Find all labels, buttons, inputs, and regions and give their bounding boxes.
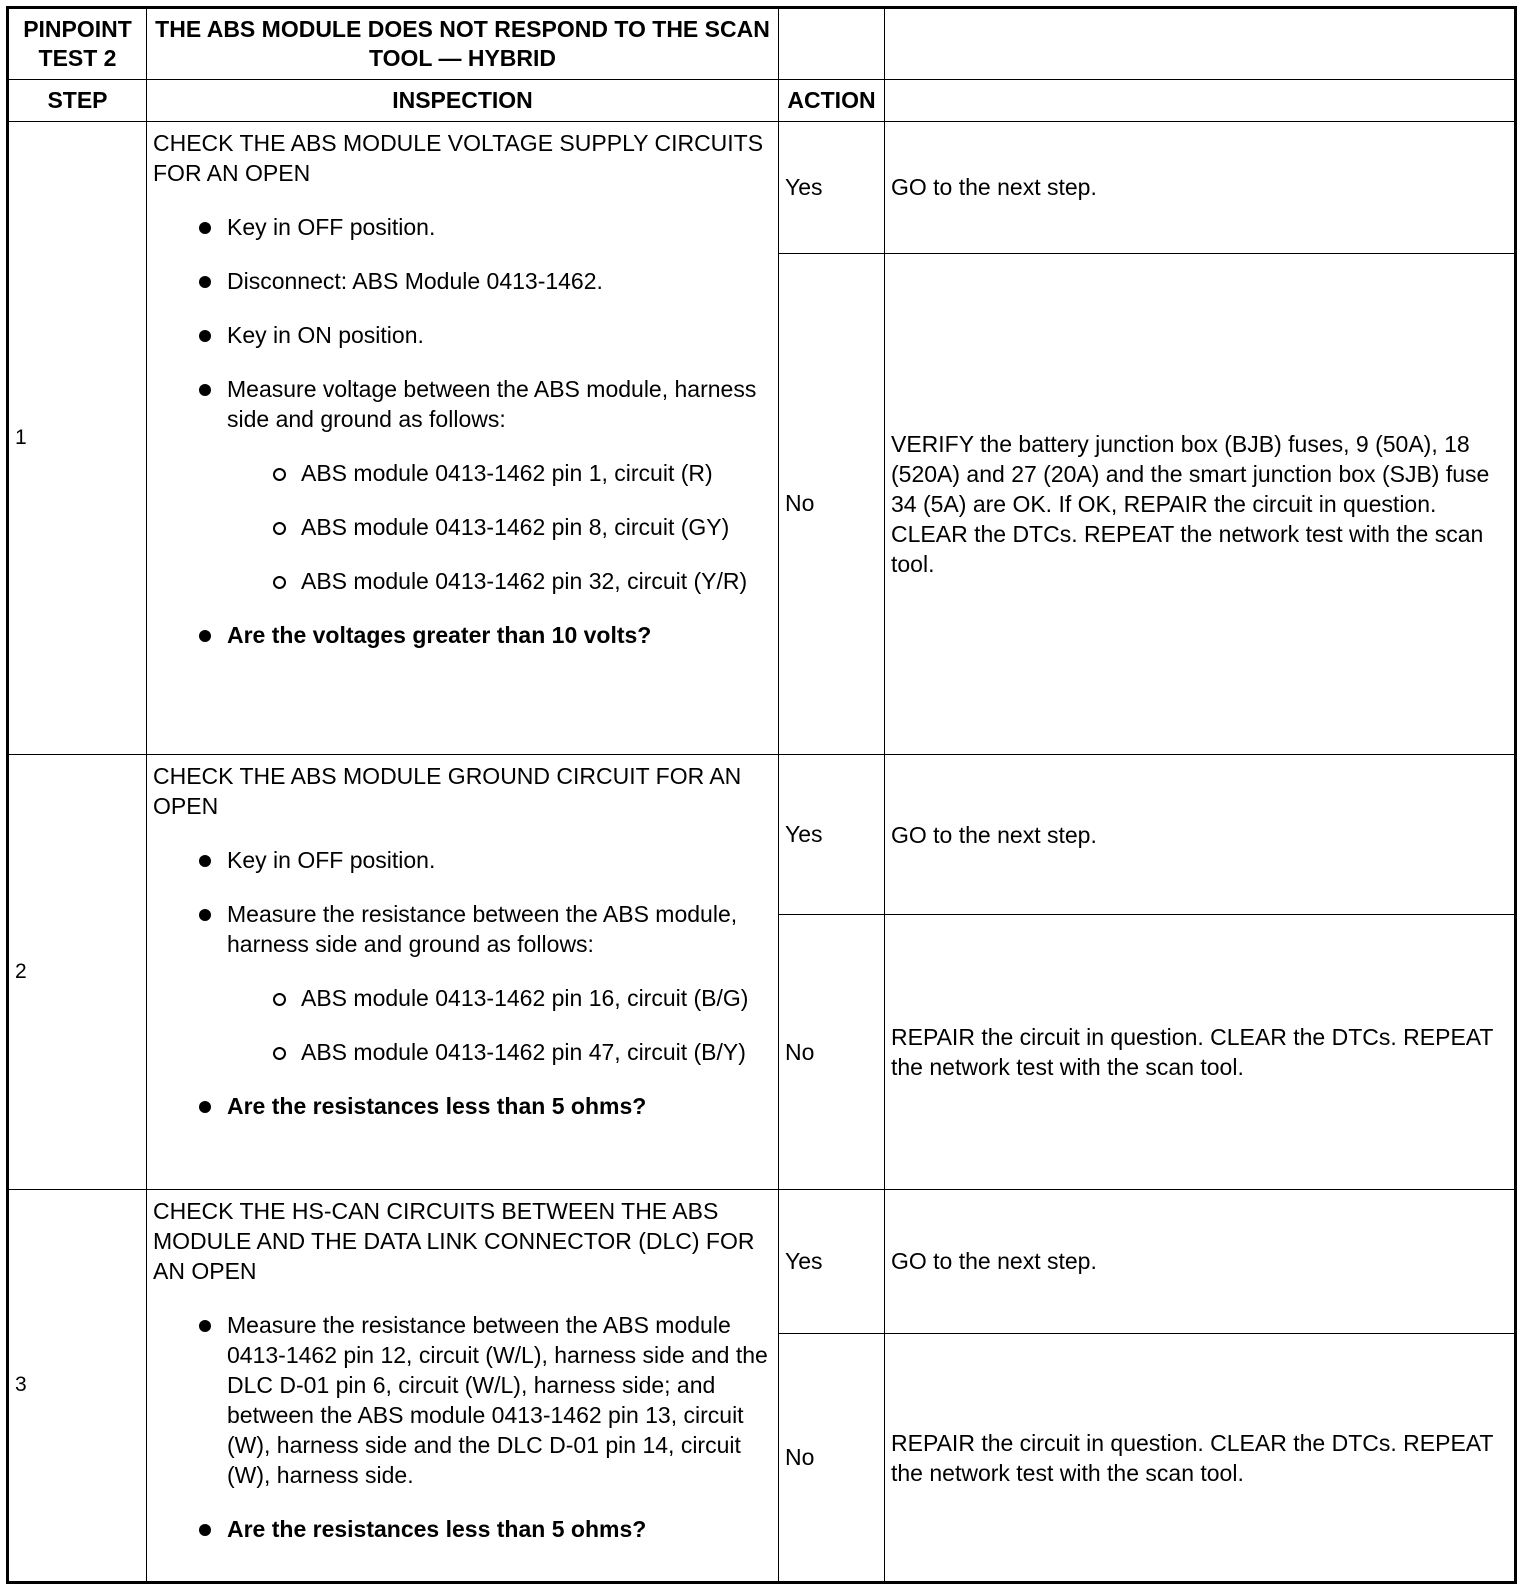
check-title: CHECK THE HS-CAN CIRCUITS BETWEEN THE ABS MODULE AND THE DATA LINK CONNECTOR (DLC) FOR AN OPEN (153, 1197, 755, 1284)
bullet-item: Key in ON position. (153, 320, 768, 350)
action-column-header: ACTION (779, 80, 885, 122)
blank-header-cell (779, 8, 885, 80)
sub-bullet-list (227, 458, 768, 596)
bullet-item (153, 374, 768, 596)
step-number: 1 (8, 121, 147, 754)
bullet-item: Disconnect: ABS Module 0413-1462. (153, 266, 768, 296)
sub-bullet-item: ABS module 0413-1462 pin 16, circuit (B/G) (227, 983, 768, 1013)
bullet-item: Measure the resistance between the ABS module 0413-1462 pin 12, circuit (W/L), harness side and the DLC D-01 pin 6, circuit (W/L), harness side; and between the ABS module 0413-1462 pin 13, circuit (W), harness side and the DLC D-01 pin 14, circuit (W), harness side. (153, 1310, 768, 1490)
sub-bullet-item: ABS module 0413-1462 pin 47, circuit (B/Y) (227, 1037, 768, 1067)
step-number: 3 (8, 1189, 147, 1582)
question: Are the resistances less than 5 ohms? (153, 1514, 768, 1544)
blank-column-header (885, 80, 1516, 122)
no-label: No (779, 1334, 885, 1583)
bullet-item: Key in OFF position. (153, 212, 768, 242)
sub-bullet-item: ABS module 0413-1462 pin 32, circuit (Y/R) (227, 566, 768, 596)
sub-bullet-list (227, 983, 768, 1067)
yes-label: Yes (779, 754, 885, 915)
bullet-item (153, 899, 768, 1067)
yes-result: GO to the next step. (885, 1189, 1516, 1333)
no-result: VERIFY the battery junction box (BJB) fuses, 9 (50A), 18 (520A) and 27 (20A) and the smart junction box (SJB) fuse 34 (5A) are OK. If OK, REPAIR the circuit in question. CLEAR the DTCs. REPEAT the network test with the scan tool. (885, 253, 1516, 754)
yes-result: GO to the next step. (885, 754, 1516, 915)
no-result: REPAIR the circuit in question. CLEAR the DTCs. REPEAT the network test with the scan tool. (885, 915, 1516, 1189)
bullet-list (153, 845, 768, 1121)
step-2-inspection (147, 754, 779, 1189)
step-column-header: STEP (8, 80, 147, 122)
yes-label: Yes (779, 1189, 885, 1333)
step-3-inspection (147, 1189, 779, 1582)
test-title: THE ABS MODULE DOES NOT RESPOND TO THE SCAN TOOL — HYBRID (147, 8, 779, 80)
yes-label: Yes (779, 121, 885, 253)
blank-header-cell (885, 8, 1516, 80)
step-1-inspection (147, 121, 779, 754)
inspection-column-header: INSPECTION (147, 80, 779, 122)
column-header-row (8, 80, 1516, 122)
question: Are the resistances less than 5 ohms? (153, 1091, 768, 1121)
bullet-list (153, 212, 768, 650)
title-row (8, 8, 1516, 80)
bullet-text: Measure the resistance between the ABS module, harness side and ground as follows: (227, 900, 738, 957)
bullet-text: Measure voltage between the ABS module, harness side and ground as follows: (227, 375, 757, 432)
pinpoint-test-table (6, 6, 1517, 1584)
sub-bullet-item: ABS module 0413-1462 pin 8, circuit (GY) (227, 512, 768, 542)
question: Are the voltages greater than 10 volts? (153, 620, 768, 650)
step-2-yes-row (8, 754, 1516, 915)
step-3-yes-row (8, 1189, 1516, 1333)
check-title: CHECK THE ABS MODULE GROUND CIRCUIT FOR AN OPEN (153, 762, 742, 819)
no-label: No (779, 253, 885, 754)
step-number: 2 (8, 754, 147, 1189)
bullet-list (153, 1310, 768, 1544)
check-title: CHECK THE ABS MODULE VOLTAGE SUPPLY CIRCUITS FOR AN OPEN (153, 129, 764, 186)
no-result: REPAIR the circuit in question. CLEAR the DTCs. REPEAT the network test with the scan tool. (885, 1334, 1516, 1583)
no-label: No (779, 915, 885, 1189)
yes-result: GO to the next step. (885, 121, 1516, 253)
bullet-item: Key in OFF position. (153, 845, 768, 875)
sub-bullet-item: ABS module 0413-1462 pin 1, circuit (R) (227, 458, 768, 488)
step-1-yes-row (8, 121, 1516, 253)
pinpoint-test-label: PINPOINT TEST 2 (8, 8, 147, 80)
